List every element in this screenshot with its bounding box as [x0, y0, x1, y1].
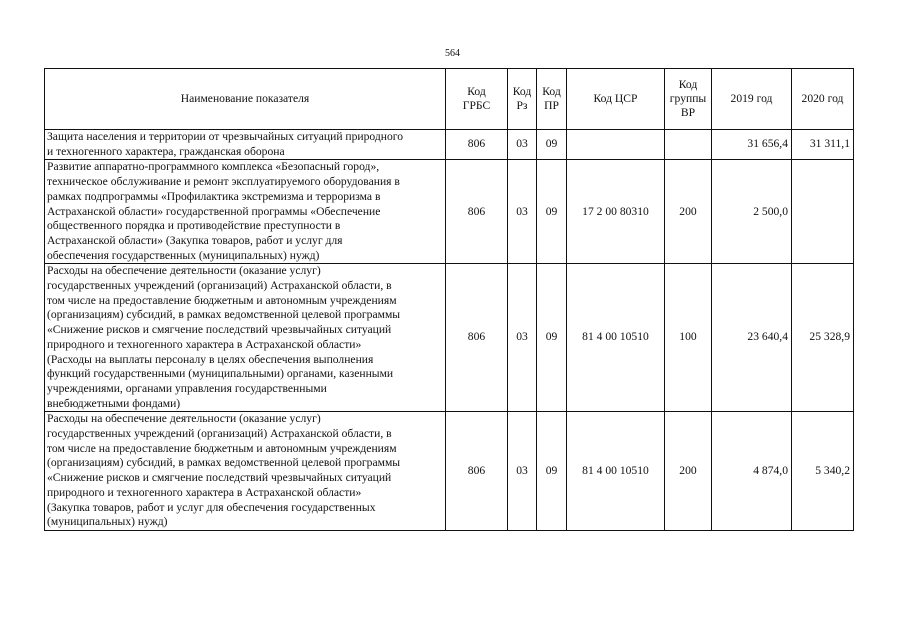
header-name: Наименование показателя [45, 69, 446, 130]
row-vr: 200 [665, 412, 712, 531]
table-row [45, 264, 854, 412]
row-pr: 09 [537, 130, 567, 160]
row-rz: 03 [508, 412, 537, 531]
header-grbs: Код ГРБС [446, 69, 508, 130]
row-2020: 5 340,2 [792, 412, 854, 531]
row-rz: 03 [508, 130, 537, 160]
row-2019: 23 640,4 [712, 264, 792, 412]
header-rz: Код Рз [508, 69, 537, 130]
row-grbs: 806 [446, 130, 508, 160]
budget-table [44, 68, 854, 531]
row-pr: 09 [537, 412, 567, 531]
row-rz: 03 [508, 160, 537, 264]
header-csr: Код ЦСР [567, 69, 665, 130]
row-name: Развитие аппаратно-программного комплекса «Безопасный город», техническое обслуживание и ремонт эксплуатируемого оборудования в рамках подпрограммы «Профилактика экстремизма и терроризма в Астраханской области» государственной программы «Обеспечение общественного порядка и противодействие преступности в Астраханской области» (Закупка товаров, работ и услуг для обеспечения государственных (муниципальных) нужд) [45, 160, 446, 264]
row-2019: 4 874,0 [712, 412, 792, 531]
row-2020: 25 328,9 [792, 264, 854, 412]
row-name: Защита населения и территории от чрезвычайных ситуаций природного и техногенного характера, гражданская оборона [45, 130, 446, 160]
row-2019: 2 500,0 [712, 160, 792, 264]
table-row [45, 160, 854, 264]
row-vr [665, 130, 712, 160]
row-csr [567, 130, 665, 160]
table-row [45, 130, 854, 160]
page-number: 564 [445, 48, 460, 59]
row-csr: 81 4 00 10510 [567, 264, 665, 412]
row-2020: 31 311,1 [792, 130, 854, 160]
table-row [45, 412, 854, 531]
table-header-row [45, 69, 854, 130]
row-rz: 03 [508, 264, 537, 412]
header-2019: 2019 год [712, 69, 792, 130]
row-grbs: 806 [446, 412, 508, 531]
header-2020: 2020 год [792, 69, 854, 130]
row-vr: 100 [665, 264, 712, 412]
row-csr: 17 2 00 80310 [567, 160, 665, 264]
row-name: Расходы на обеспечение деятельности (оказание услуг) государственных учреждений (организаций) Астраханской области, в том числе на предоставление бюджетным и автономным учреждениям (организациям) субсидий, в рамках ведомственной целевой программы «Снижение рисков и смягчение последствий чрезвычайных ситуаций природного и техногенного характера в Астраханской области» (Закупка товаров, работ и услуг для обеспечения государственных (муниципальных) нужд) [45, 412, 446, 531]
row-grbs: 806 [446, 160, 508, 264]
header-pr: Код ПР [537, 69, 567, 130]
row-grbs: 806 [446, 264, 508, 412]
row-vr: 200 [665, 160, 712, 264]
row-name: Расходы на обеспечение деятельности (оказание услуг) государственных учреждений (организаций) Астраханской области, в том числе на предоставление бюджетным и автономным учреждениям (организациям) субсидий, в рамках ведомственной целевой программы «Снижение рисков и смягчение последствий чрезвычайных ситуаций природного и техногенного характера в Астраханской области» (Расходы на выплаты персоналу в целях обеспечения выполнения функций государственными (муниципальными) органами, казенными учреждениями, органами управления государственными внебюджетными фондами) [45, 264, 446, 412]
row-pr: 09 [537, 264, 567, 412]
row-pr: 09 [537, 160, 567, 264]
row-csr: 81 4 00 10510 [567, 412, 665, 531]
header-vr: Код группы ВР [665, 69, 712, 130]
row-2019: 31 656,4 [712, 130, 792, 160]
row-2020 [792, 160, 854, 264]
